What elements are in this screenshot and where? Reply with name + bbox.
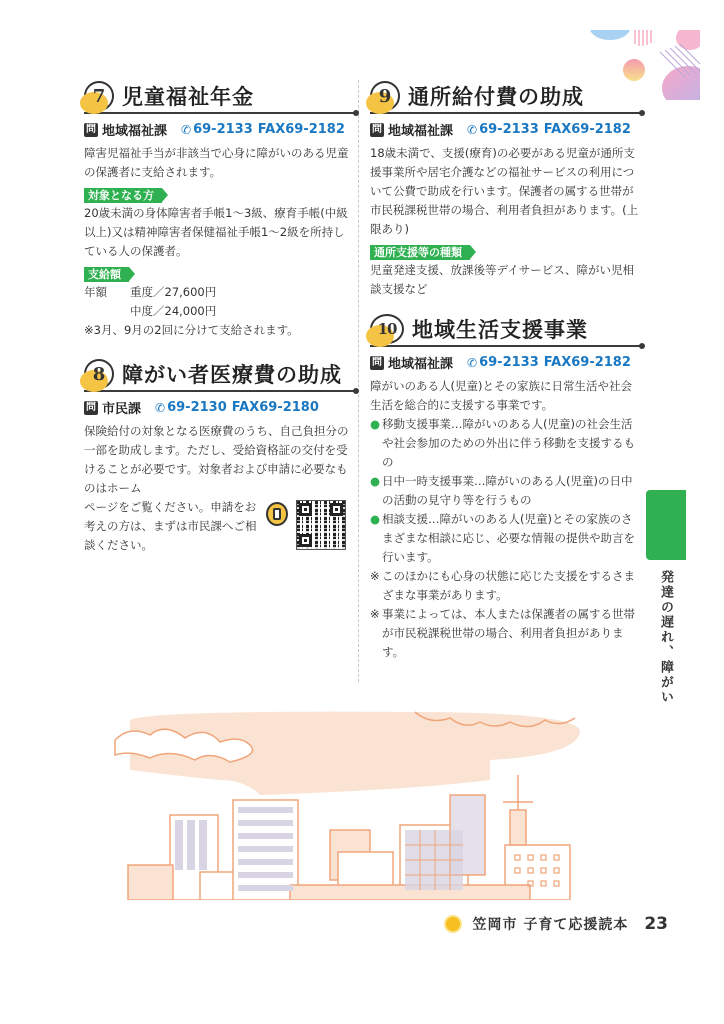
section-title: 児童福祉年金 [122, 85, 254, 109]
section-heading [84, 358, 356, 392]
phone-icon: ✆ [181, 122, 192, 137]
phone-icon: ✆ [467, 355, 478, 370]
department-name: 地域福祉課 [388, 357, 454, 372]
inquiry-icon: 問 [86, 401, 96, 413]
phone-number[interactable]: 69-2133 [479, 122, 539, 137]
amount-row [84, 283, 356, 302]
section-heading [370, 313, 642, 347]
section-description: 18歳未満で、支援(療育)の必要がある児童が通所支援事業所や居宅介護などの福祉サービスの利用について公費で助成を行います。保護者の属する世帯が市民税課税世帯の場合、利用者負担があります。(上限あり) [370, 146, 639, 236]
smartphone-icon [266, 502, 288, 526]
bullet-dot-icon: ● [370, 512, 381, 526]
amount-row [84, 302, 356, 321]
fax-number: FAX69-2182 [543, 122, 631, 137]
amount-tag: 支給額 [84, 267, 129, 282]
amount-label: 年額 [84, 285, 107, 299]
section-description: 障がいのある人(児童)とその家族に日常生活や社会生活を総合的に支援する事業です。 [370, 379, 632, 412]
section-number-badge: 8 [84, 359, 114, 389]
contact-info [370, 353, 642, 372]
phone-number[interactable]: 69-2130 [167, 400, 227, 415]
section-title: 地域生活支援事業 [412, 318, 588, 342]
inquiry-icon: 問 [372, 123, 382, 135]
section-day-service-subsidy [370, 80, 642, 299]
section-child-welfare-pension [84, 80, 356, 340]
qr-code-icon[interactable] [296, 500, 346, 550]
list-item: ● 日中一時支援事業…障がいのある人(児童)の日中の活動の見守り等を行うもの [370, 472, 642, 510]
section-title: 通所給付費の助成 [408, 85, 584, 109]
list-item: ● 移動支援事業…障がいのある人(児童)の社会生活や社会参加のための外出に伴う移動を支援するもの [370, 415, 642, 472]
payment-note: ※3月、9月の2回に分けて支給されます。 [84, 323, 299, 337]
city-skyline-illustration-icon [110, 700, 615, 900]
note-item: ※ 事業によっては、本人または保護者の属する世帯が市民税課税世帯の場合、利用者負担があります。 [370, 605, 642, 662]
amount-severe: 重度／27,600円 [130, 285, 217, 299]
section-number-badge: 9 [370, 81, 400, 111]
reference-mark-icon: ※ [370, 569, 380, 583]
section-heading [84, 80, 356, 114]
phone-icon: ✆ [467, 122, 478, 137]
phone-number[interactable]: 69-2133 [479, 355, 539, 370]
left-column [84, 80, 356, 569]
page-footer [446, 914, 668, 934]
bullet-dot-icon: ● [370, 417, 381, 431]
right-column [370, 80, 642, 676]
department-name: 市民課 [102, 402, 142, 417]
department-name: 地域福祉課 [102, 124, 168, 139]
inquiry-icon: 問 [86, 123, 96, 135]
fax-number: FAX69-2182 [257, 122, 345, 137]
chapter-tab[interactable] [646, 490, 686, 560]
department-name: 地域福祉課 [388, 124, 454, 139]
qr-block [84, 498, 356, 555]
list-item: ● 相談支援…障がいのある人(児童)とその家族のさまざまな相談に応じ、必要な情報の提供や助言を行います。 [370, 510, 642, 567]
bullet-dot-icon: ● [370, 474, 381, 488]
book-title: 笠岡市 子育て応援読本 [472, 917, 629, 933]
service-types-tag: 通所支援等の種類 [370, 245, 470, 260]
sunflower-icon [446, 917, 460, 931]
contact-info [84, 120, 356, 139]
section-number-badge: 10 [370, 314, 404, 344]
contact-info [370, 120, 642, 139]
eligibility-text: 20歳未満の身体障害者手帳1～3級、療育手帳(中級以上)又は精神障害者保健福祉手帳1～2級を所持している人の保護者。 [84, 206, 348, 258]
fax-number: FAX69-2180 [231, 400, 319, 415]
contact-info [84, 398, 356, 417]
section-disability-medical-subsidy [84, 358, 356, 555]
phone-number[interactable]: 69-2133 [193, 122, 253, 137]
section-community-life-support [370, 313, 642, 662]
section-description-continued: ページをご覧ください。申請をお考えの方は、まずは市民課へご相談ください。 [84, 500, 257, 552]
reference-mark-icon: ※ [370, 607, 380, 621]
eligibility-tag: 対象となる方 [84, 188, 162, 203]
inquiry-icon: 問 [372, 356, 382, 368]
page-number: 23 [644, 914, 668, 934]
section-heading [370, 80, 642, 114]
fax-number: FAX69-2182 [543, 355, 631, 370]
note-item: ※ このほかにも心身の状態に応じた支援をするさまざまな事業があります。 [370, 567, 642, 605]
section-title: 障がい者医療費の助成 [122, 363, 342, 387]
phone-icon: ✆ [155, 400, 166, 415]
section-description: 保険給付の対象となる医療費のうち、自己負担分の一部を助成します。ただし、受給資格証の交付を受けることが必要です。対象者および申請に必要なものはホーム [84, 424, 349, 495]
service-types-text: 児童発達支援、放課後等デイサービス、障がい児相談支援など [370, 263, 635, 296]
chapter-tab-label: 発達の遅れ、障がい [658, 570, 673, 705]
amount-moderate: 中度／24,000円 [130, 304, 217, 318]
section-description: 障害児福祉手当が非該当で心身に障がいのある児童の保護者に支給されます。 [84, 146, 349, 179]
section-number-badge: 7 [84, 81, 114, 111]
column-divider [358, 80, 359, 682]
